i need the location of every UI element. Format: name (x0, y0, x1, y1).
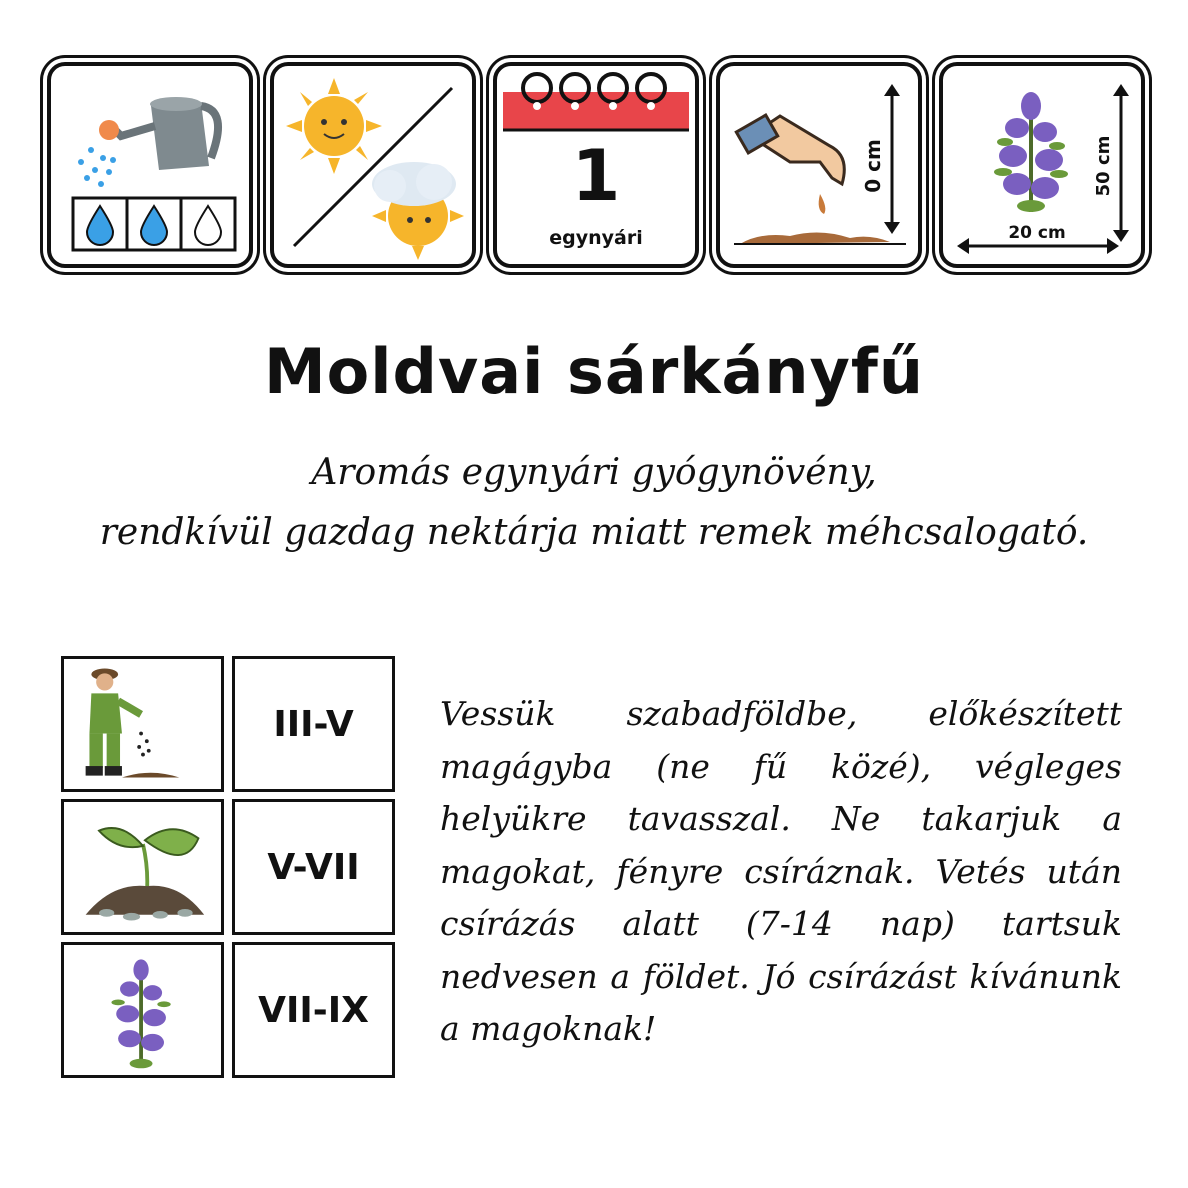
sowing-description: Vessük szabadföldbe, előkészített magágyba (ne fű közé), végleges helyükre tavasszal. Ne takarjuk a magokat, fényre csíráznak. Vetés után csírázás alatt (7-14 nap) tartsuk nedvesen a földet. Jó csírázást kívánunk a magoknak! (440, 694, 1122, 1048)
plant-height-label: 50 cm (1093, 135, 1114, 197)
hand-sowing-icon (720, 66, 918, 264)
plant-width-label: 20 cm (1008, 223, 1066, 243)
page-title: Moldvai sárkányfű (263, 335, 925, 408)
sun-partial-shade-icon (274, 66, 472, 264)
schedule-months-cell (232, 942, 395, 1078)
flowering-months: VII-IX (258, 989, 369, 1031)
flowering-plant-icon (64, 945, 221, 1075)
subtitle-line-2: rendkívül gazdag nektárja miatt remek méhcsalogató. (99, 512, 1089, 553)
calendar-label: egynyári (549, 227, 643, 249)
calendar-number: 1 (571, 135, 621, 217)
growing-months: V-VII (267, 846, 360, 888)
icon-row (0, 0, 1188, 300)
watering-can-icon (51, 66, 249, 264)
seedling-icon (64, 802, 221, 932)
sowing-depth-label: 0 cm (861, 139, 885, 193)
schedule-months-cell (232, 799, 395, 935)
schedule-icon-cell (61, 656, 224, 792)
sowing-depth-tile (716, 62, 922, 268)
sowing-months: III-V (273, 703, 354, 745)
schedule-icon-cell (61, 942, 224, 1078)
calendar-icon (497, 66, 695, 264)
subtitle-line-1: Aromás egynyári gyógynövény, (311, 452, 877, 493)
watering-tile (47, 62, 253, 268)
sun-tile (270, 62, 476, 268)
plant-size-tile (939, 62, 1145, 268)
plant-size-icon (943, 66, 1141, 264)
calendar-tile (493, 62, 699, 268)
farmer-sowing-icon (64, 659, 221, 789)
schedule-icon-cell (61, 799, 224, 935)
schedule-months-cell (232, 656, 395, 792)
